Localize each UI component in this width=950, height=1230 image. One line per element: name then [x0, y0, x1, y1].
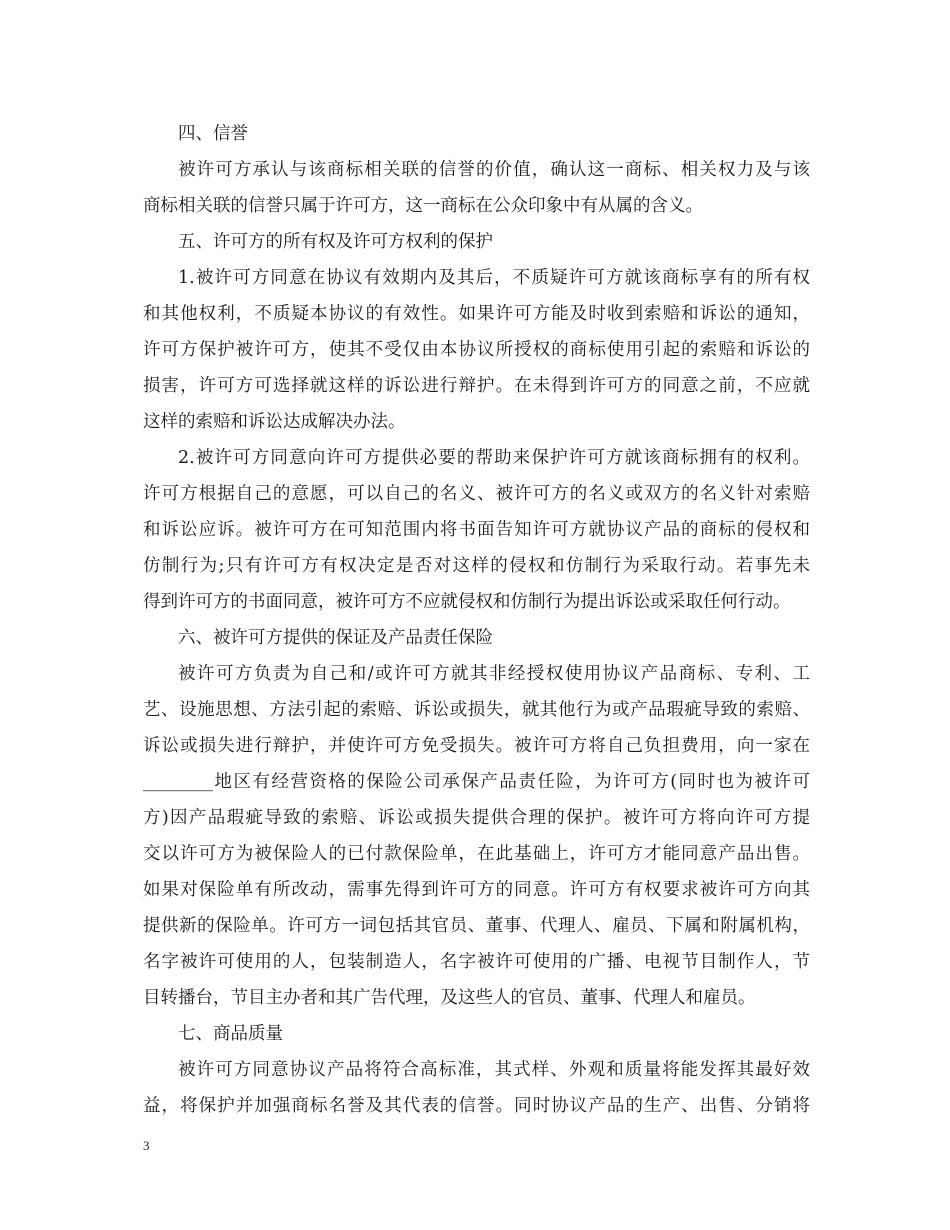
paragraph-line: 商标相关联的信誉只属于许可方，这一商标在公众印象中有从属的含义。 [143, 196, 703, 216]
paragraph-line: 和其他权利，不质疑本协议的有效性。如果许可方能及时收到索赔和诉讼的通知， [143, 304, 810, 324]
paragraph-line: 益，将保护并加强商标名誉及其代表的信誉。同时协议产品的生产、出售、分销将 [143, 1096, 810, 1116]
paragraph-line: 艺、设施思想、方法引起的索赔、诉讼或损失，就其他行为或产品瑕疵导致的索赔、 [143, 700, 810, 720]
paragraph-line: 仿制行为;只有许可方有权决定是否对这样的侵权和仿制行为采取行动。若事先未 [143, 556, 810, 576]
paragraph-line: 2.被许可方同意向许可方提供必要的帮助来保护许可方就该商标拥有的权利。 [178, 448, 810, 468]
document-body [143, 116, 810, 1124]
paragraph-line: ________地区有经营资格的保险公司承保产品责任险，为许可方(同时也为被许可 [143, 772, 810, 792]
section-heading-warranty: 六、被许可方提供的保证及产品责任保险 [178, 628, 493, 648]
page-number: 3 [143, 1138, 150, 1153]
paragraph-line: 交以许可方为被保险人的已付款保险单，在此基础上，许可方才能同意产品出售。 [143, 844, 810, 864]
paragraph-line: 和诉讼应诉。被许可方在可知范围内将书面告知许可方就协议产品的商标的侵权和 [143, 520, 810, 540]
paragraph-line: 被许可方同意协议产品将符合高标准，其式样、外观和质量将能发挥其最好效 [178, 1060, 810, 1080]
paragraph-line: 许可方保护被许可方，使其不受仅由本协议所授权的商标使用引起的索赔和诉讼的 [143, 340, 810, 360]
paragraph-line: 得到许可方的书面同意，被许可方不应就侵权和仿制行为提出诉讼或采取任何行动。 [143, 592, 791, 612]
paragraph-line: 目转播台，节目主办者和其广告代理，及这些人的官员、董事、代理人和雇员。 [143, 988, 756, 1008]
paragraph-line: 1.被许可方同意在协议有效期内及其后，不质疑许可方就该商标享有的所有权 [178, 268, 810, 288]
section-heading-ownership: 五、许可方的所有权及许可方权利的保护 [178, 232, 493, 252]
paragraph-line: 方)因产品瑕疵导致的索赔、诉讼或损失提供合理的保护。被许可方将向许可方提 [143, 808, 810, 828]
paragraph-line: 诉讼或损失进行辩护，并使许可方免受损失。被许可方将自己负担费用，向一家在 [143, 736, 810, 756]
section-heading-goodwill: 四、信誉 [178, 124, 248, 144]
paragraph-line: 损害，许可方可选择就这样的诉讼进行辩护。在未得到许可方的同意之前，不应就 [143, 376, 810, 396]
paragraph-line: 这样的索赔和诉讼达成解决办法。 [143, 412, 406, 432]
section-heading-quality: 七、商品质量 [178, 1024, 283, 1044]
paragraph-line: 提供新的保险单。许可方一词包括其官员、董事、代理人、雇员、下属和附属机构， [143, 916, 810, 936]
paragraph-line: 如果对保险单有所改动，需事先得到许可方的同意。许可方有权要求被许可方向其 [143, 880, 810, 900]
paragraph-line: 被许可方负责为自己和/或许可方就其非经授权使用协议产品商标、专利、工 [178, 664, 810, 684]
paragraph-line: 许可方根据自己的意愿，可以自己的名义、被许可方的名义或双方的名义针对索赔 [143, 484, 810, 504]
paragraph-line: 名字被许可使用的人，包装制造人，名字被许可使用的广播、电视节目制作人，节 [143, 952, 810, 972]
paragraph-line: 被许可方承认与该商标相关联的信誉的价值，确认这一商标、相关权力及与该 [178, 160, 810, 180]
